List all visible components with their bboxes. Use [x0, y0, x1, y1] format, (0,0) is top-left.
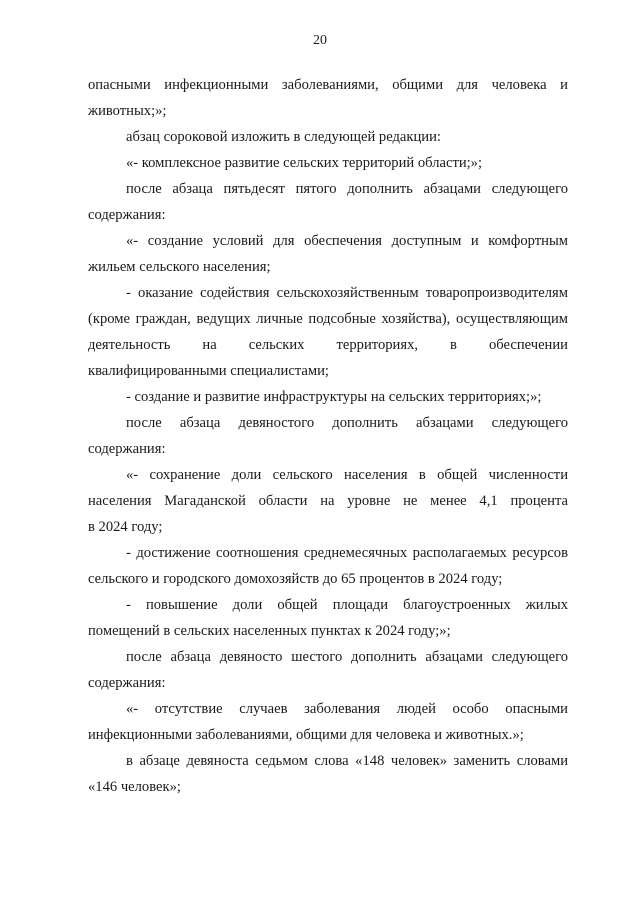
text-line: квалифицированными специалистами; [88, 363, 329, 379]
text-line: содержания: [88, 207, 166, 223]
text-line: деятельность на сельских территориях, в обеспечении [88, 337, 568, 353]
text-line: «- отсутствие случаев заболевания людей особо опасными [126, 701, 568, 717]
document-body [88, 72, 568, 800]
text-line: «146 человек»; [88, 779, 181, 795]
text-line: после абзаца пятьдесят пятого дополнить абзацами следующего [126, 181, 568, 197]
text-line: - достижение соотношения среднемесячных располагаемых ресурсов [126, 545, 568, 561]
text-line: абзац сороковой изложить в следующей редакции: [126, 129, 441, 145]
text-line: «- сохранение доли сельского населения в общей численности [126, 467, 568, 483]
text-line: содержания: [88, 675, 166, 691]
text-line: (кроме граждан, ведущих личные подсобные хозяйства), осуществляющим [88, 311, 568, 327]
text-line: жильем сельского населения; [88, 259, 271, 275]
page-number: 20 [313, 33, 327, 48]
text-line: животных;»; [88, 103, 167, 119]
text-line: после абзаца девяносто шестого дополнить абзацами следующего [126, 649, 568, 665]
text-line: после абзаца девяностого дополнить абзацами следующего [126, 415, 568, 431]
text-line: - создание и развитие инфраструктуры на сельских территориях;»; [126, 389, 542, 405]
text-line: в 2024 году; [88, 519, 163, 535]
text-line: в абзаце девяноста седьмом слова «148 человек» заменить словами [126, 753, 568, 769]
text-line: содержания: [88, 441, 166, 457]
text-line: - оказание содействия сельскохозяйственным товаропроизводителям [126, 285, 568, 301]
text-line: инфекционными заболеваниями, общими для человека и животных.»; [88, 727, 524, 743]
text-line: «- создание условий для обеспечения доступным и комфортным [126, 233, 568, 249]
text-line: «- комплексное развитие сельских территорий области;»; [126, 155, 483, 171]
text-line: населения Магаданской области на уровне не менее 4,1 процента [88, 493, 568, 509]
text-line: помещений в сельских населенных пунктах к 2024 году;»; [88, 623, 451, 639]
text-line: опасными инфекционными заболеваниями, общими для человека и [88, 77, 568, 93]
text-line: сельского и городского домохозяйств до 65 процентов в 2024 году; [88, 571, 503, 587]
text-line: - повышение доли общей площади благоустроенных жилых [126, 597, 568, 613]
